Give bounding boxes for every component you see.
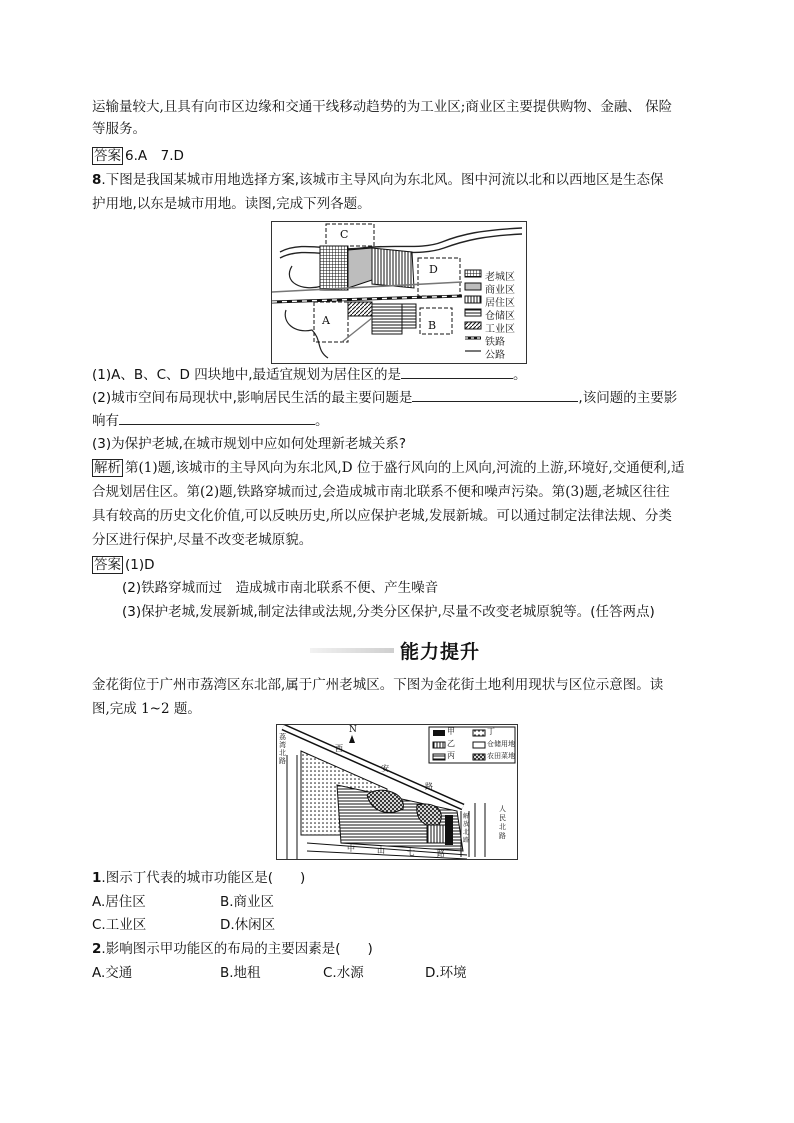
jinhua-map-drawing xyxy=(277,725,517,859)
zone-a-label: A xyxy=(322,314,330,327)
q8-sub1 xyxy=(92,364,702,386)
heading-bar xyxy=(310,648,394,653)
section-heading xyxy=(310,637,510,663)
q8-sub2-end: 。 xyxy=(315,413,329,429)
q8-sub2-line2-text: 响有 xyxy=(92,413,119,429)
answer-6-7 xyxy=(92,145,702,167)
q8-stem-line-1 xyxy=(92,169,702,191)
q1-option-c[interactable]: C.工业区 xyxy=(92,917,147,933)
q8-answer-line-3: (3)保护老城,发展新城,制定法律或法规,分类分区保护,尽量不改变老城原貌等。(任答两点) xyxy=(122,604,655,620)
passage-line-2: 图,完成 1~2 题。 xyxy=(92,701,201,717)
q1-option-d[interactable]: D.休闲区 xyxy=(220,917,276,933)
road-label-zhong: 中 xyxy=(347,844,355,853)
q2-number: 2 xyxy=(92,941,102,957)
q2-option-d[interactable]: D.环境 xyxy=(425,965,467,981)
q8-sub3: (3)为保护老城,在城市规划中应如何处理新老城关系? xyxy=(92,436,407,452)
road-label-liwan: 荔湾北路 xyxy=(279,733,286,765)
city-land-use-map xyxy=(271,221,527,364)
q8-number: 8 xyxy=(92,172,102,188)
legend-bing: 丙 xyxy=(447,751,455,760)
q8-sub1-end: 。 xyxy=(513,367,527,383)
legend-industrial: 工业区 xyxy=(485,324,515,335)
zone-d-label: D xyxy=(429,263,438,276)
analysis-line-2: 合规划居住区。第(2)题,铁路穿城而过,会造成城市南北联系不便和噪声污染。第(3)题,老城区往往 xyxy=(92,484,670,500)
intro-line-1: 运输量较大,且具有向市区边缘和交通干线移动趋势的为工业区;商业区主要提供购物、金融、 保险 xyxy=(92,99,673,115)
legend-commercial: 商业区 xyxy=(485,285,515,296)
road-label-jiefang: 解放北路 xyxy=(463,813,470,844)
q2-stem xyxy=(92,938,702,960)
zone-c-label: C xyxy=(340,228,349,241)
legend-yi: 乙 xyxy=(447,739,455,748)
road-label-renmin: 人民北路 xyxy=(499,805,506,840)
road-label-lu: 路 xyxy=(425,782,433,791)
q8-sub2 xyxy=(92,387,702,409)
analysis-line-1 xyxy=(92,457,702,479)
section-heading-text: 能力提升 xyxy=(400,641,481,663)
q2-option-b[interactable]: B.地租 xyxy=(220,965,261,981)
q8-sub1-text: (1)A、B、C、D 四块地中,最适宜规划为居住区的是 xyxy=(92,367,402,383)
jinhua-street-map xyxy=(276,724,518,860)
analysis-line-3: 具有较高的历史文化价值,可以反映历史,所以应保护老城,发展新城。可以通过制定法律法规、分类 xyxy=(92,508,672,524)
legend-farmland: 农田菜地 xyxy=(487,752,515,760)
analysis-label: 解析 xyxy=(94,460,121,476)
intro-line-2: 等服务。 xyxy=(92,121,146,137)
q8-stem-line-2: 护用地,以东是城市用地。读图,完成下列各题。 xyxy=(92,196,371,212)
q8-sub2-mid: ,该问题的主要影 xyxy=(578,390,678,406)
legend-storage-land: 仓储用地 xyxy=(487,740,515,748)
q2-option-c[interactable]: C.水源 xyxy=(323,965,364,981)
q1-number: 1 xyxy=(92,870,102,886)
analysis-line-4: 分区进行保护,尽量不改变老城原貌。 xyxy=(92,532,313,548)
q2-option-a[interactable]: A.交通 xyxy=(92,965,133,981)
answer-blank-1[interactable] xyxy=(401,364,513,379)
road-label-shan: 山 xyxy=(377,846,385,855)
q1-stem xyxy=(92,867,702,889)
legend-railway: 铁路 xyxy=(485,337,505,348)
legend-jia: 甲 xyxy=(447,727,455,736)
q8-stem-text: .下图是我国某城市用地选择方案,该城市主导风向为东北风。图中河流以北和以西地区是生态保 xyxy=(101,172,664,188)
q8-answer-text-1: (1)D xyxy=(125,557,155,573)
q2-stem-text: .影响图示甲功能区的布局的主要因素是( ) xyxy=(101,941,373,957)
q8-answer-label: 答案 xyxy=(94,557,121,573)
zone-b-label: B xyxy=(428,319,437,332)
q1-option-b[interactable]: B.商业区 xyxy=(220,894,275,910)
road-label-lu-2: 路 xyxy=(437,849,445,858)
legend-old-city: 老城区 xyxy=(485,272,515,283)
q1-option-a[interactable]: A.居住区 xyxy=(92,894,146,910)
road-label-xi: 西 xyxy=(335,744,343,753)
legend-ding: 丁 xyxy=(487,727,495,736)
road-label-qi: 七 xyxy=(407,848,415,857)
road-label-an: 安 xyxy=(381,764,389,773)
q1-stem-text: .图示丁代表的城市功能区是( ) xyxy=(101,870,306,886)
legend-storage: 仓储区 xyxy=(485,311,515,322)
answer-blank-2[interactable] xyxy=(412,387,578,402)
q8-answer-line-2: (2)铁路穿城而过 造成城市南北联系不便、产生噪音 xyxy=(122,580,439,596)
q8-sub2-text: (2)城市空间布局现状中,影响居民生活的最主要问题是 xyxy=(92,390,413,406)
north-label: N xyxy=(349,725,357,735)
legend-road: 公路 xyxy=(485,350,505,361)
answer-text: 6.A 7.D xyxy=(125,148,184,164)
passage-line-1: 金花街位于广州市荔湾区东北部,属于广州老城区。下图为金花街土地利用现状与区位示意图。读 xyxy=(92,677,664,693)
analysis-text-1: 第(1)题,该城市的主导风向为东北风,D 位于盛行风向的上风向,河流的上游,环境好,交通便利,适 xyxy=(125,460,685,476)
legend-residential: 居住区 xyxy=(485,298,515,309)
answer-blank-3[interactable] xyxy=(119,410,315,425)
answer-label: 答案 xyxy=(94,148,121,164)
q8-sub2-line-2 xyxy=(92,410,702,432)
q8-answer-line-1 xyxy=(92,554,702,576)
